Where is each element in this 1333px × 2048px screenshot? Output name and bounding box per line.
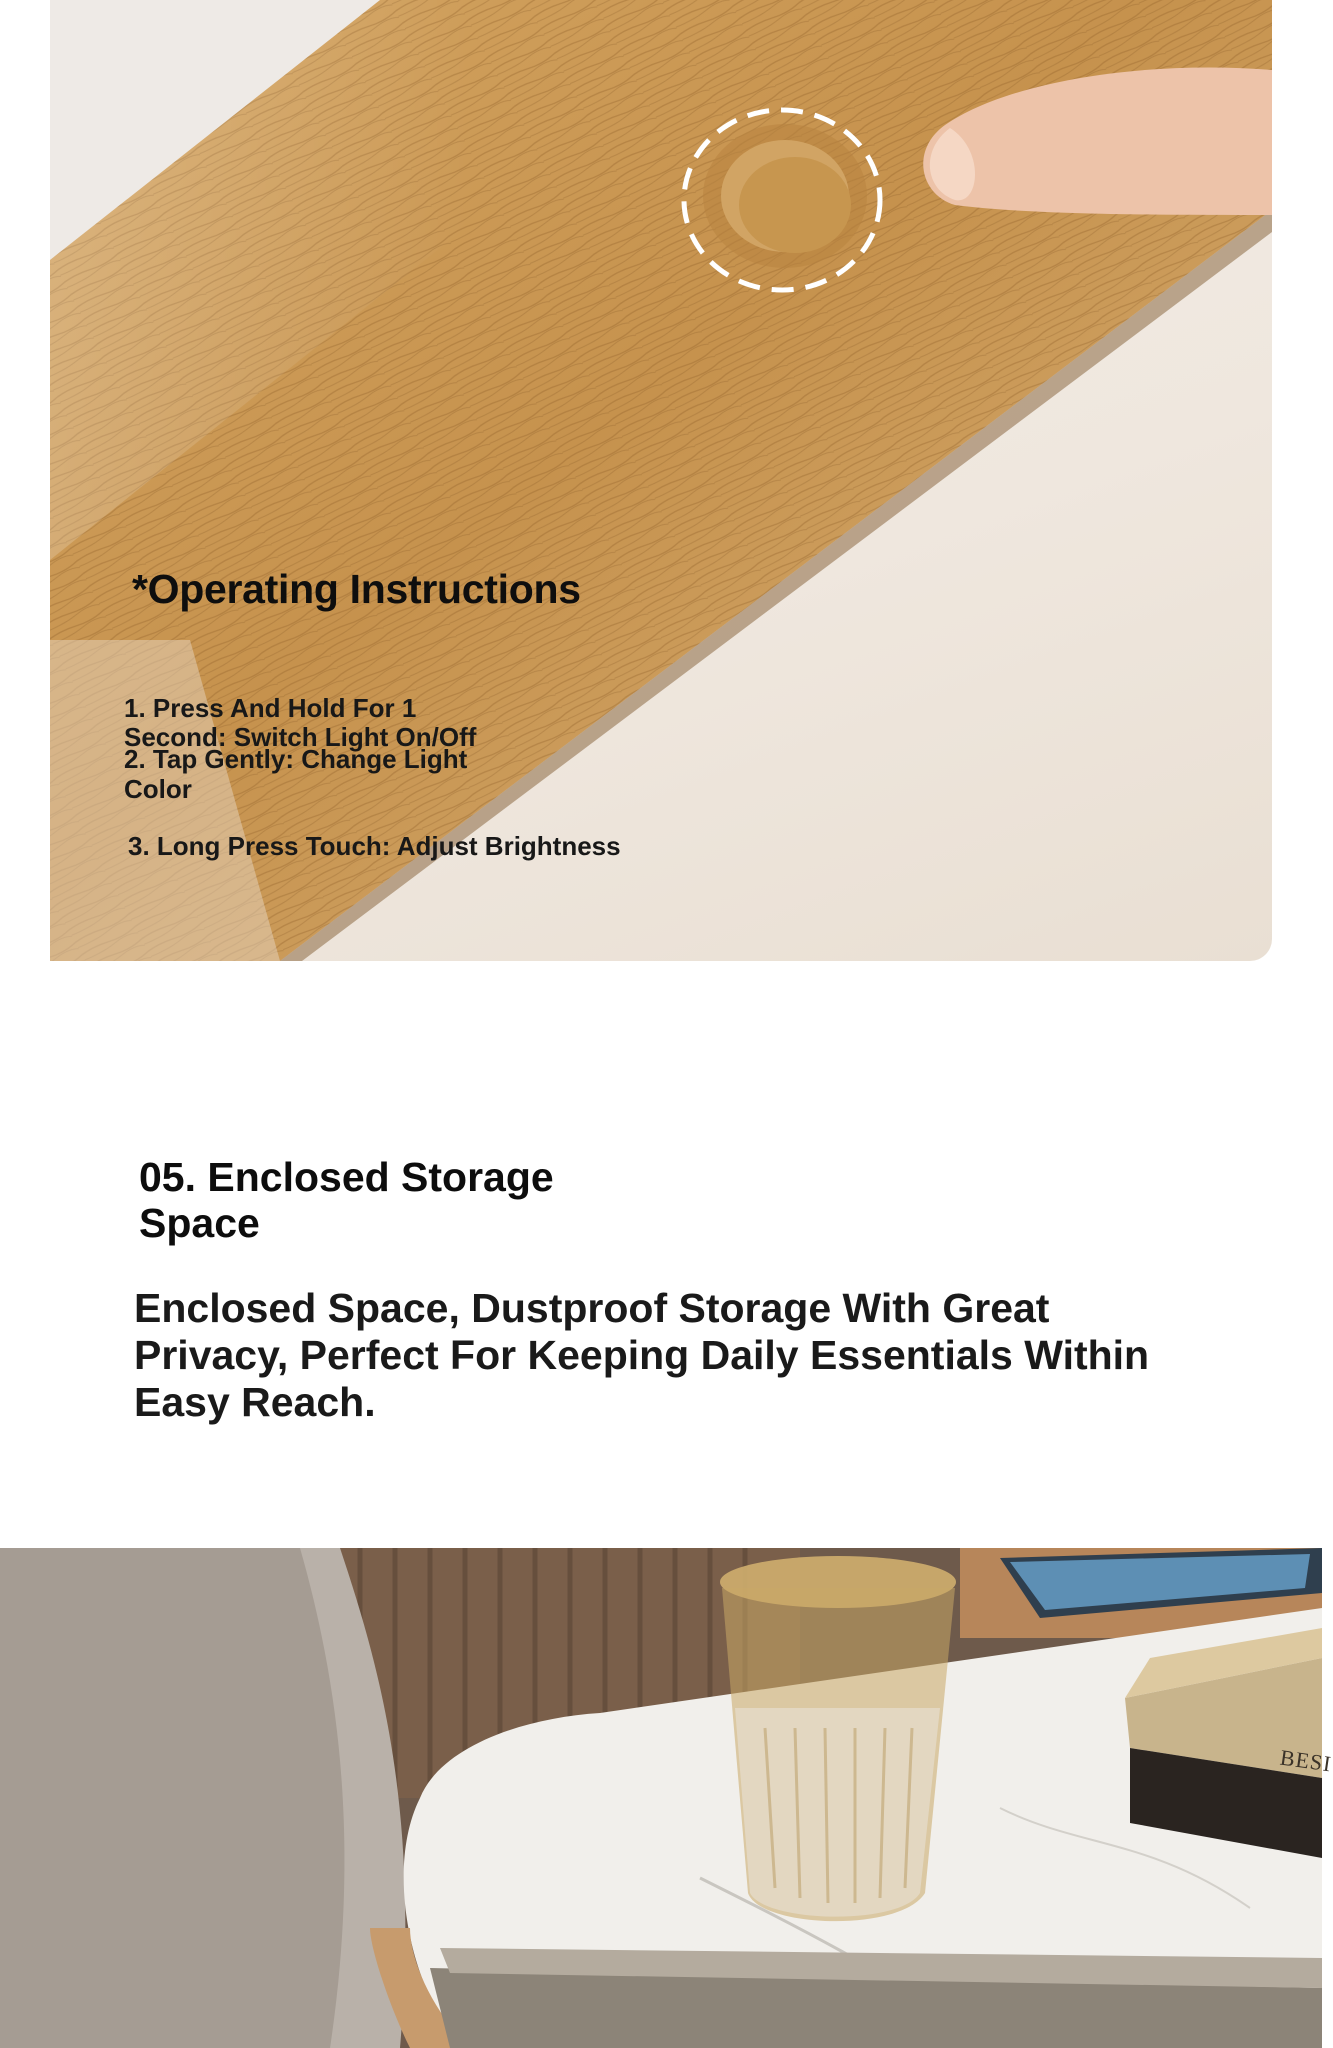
operating-instructions-title: *Operating Instructions — [132, 566, 581, 612]
instruction-step-3: 3. Long Press Touch: Adjust Brightness — [128, 831, 621, 861]
book-spine-label: BESI — [1278, 1744, 1333, 1777]
section-description: Enclosed Space, Dustproof Storage With Great Privacy, Perfect For Keeping Daily Essentials Within Easy Reach. — [134, 1285, 1150, 1426]
nightstand-illustration — [0, 1548, 1322, 2048]
instruction-step-2: 2. Tap Gently: Change Light Color — [124, 744, 468, 804]
section-heading: 05. Enclosed Storage Space — [139, 1154, 554, 1246]
wood-panel-illustration — [50, 0, 1272, 961]
instruction-step-1: 1. Press And Hold For 1 Second: Switch Light On/Off — [124, 693, 477, 753]
nightstand-photo — [0, 1548, 1333, 2048]
operating-instructions-panel — [50, 0, 1272, 961]
